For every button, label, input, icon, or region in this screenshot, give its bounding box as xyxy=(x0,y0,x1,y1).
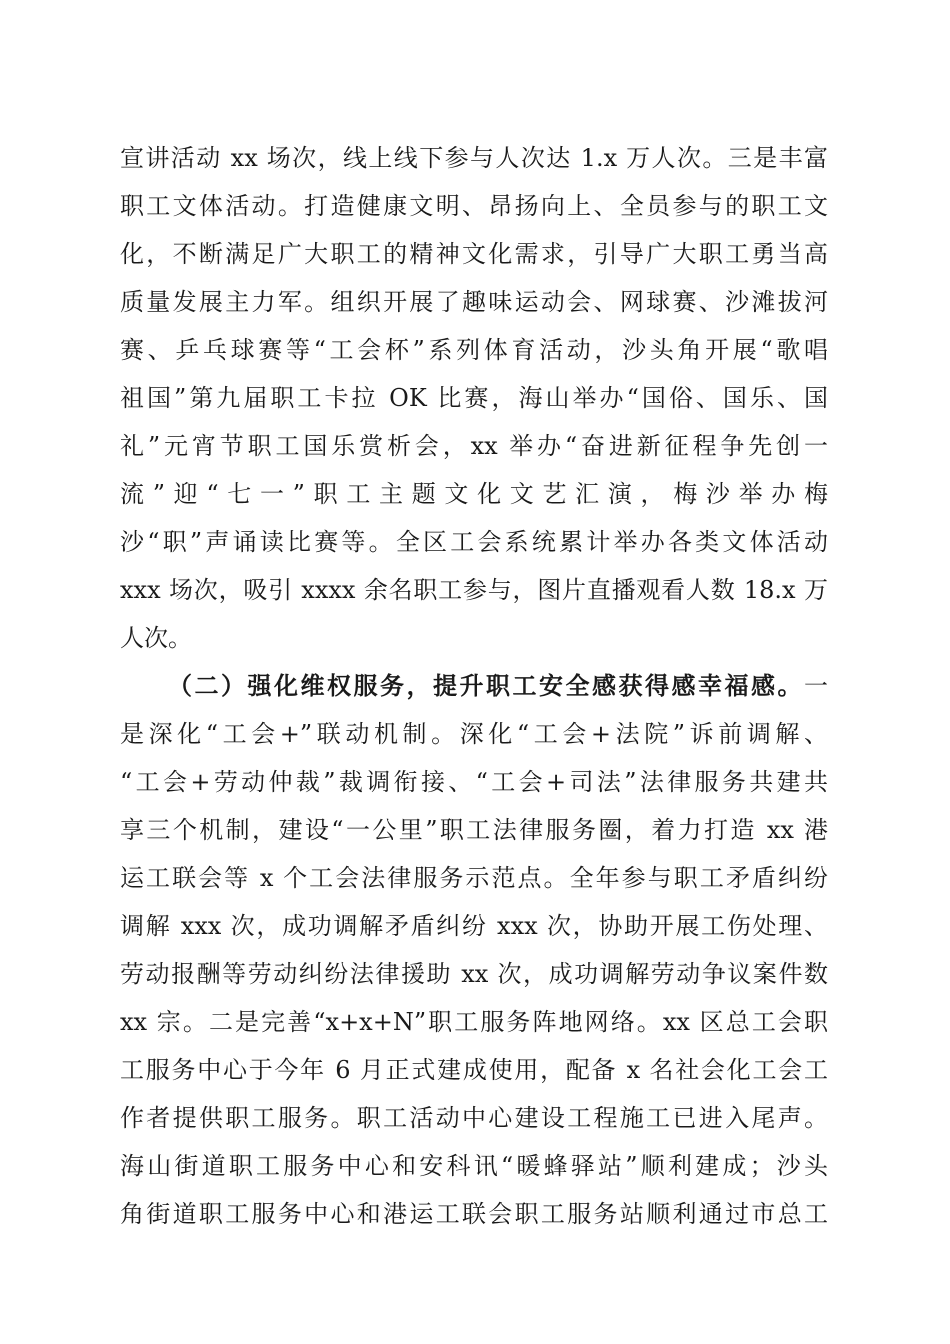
body-text-line: 沙“职”声诵读比赛等。全区工会系统累计举办各类文体活动 xyxy=(120,528,828,556)
body-text-line: 宣讲活动 xx 场次，线上线下参与人次达 1.x 万人次。三是丰富 xyxy=(120,144,828,172)
body-text-line: 化，不断满足广大职工的精神文化需求，引导广大职工勇当高 xyxy=(120,240,828,268)
body-text-line: 角街道职工服务中心和港运工联会职工服务站顺利通过市总工 xyxy=(120,1200,828,1228)
body-text-line: 作者提供职工服务。职工活动中心建设工程施工已进入尾声。 xyxy=(120,1104,828,1132)
body-text-line: 海山街道职工服务中心和安科讯“暖蜂驿站”顺利建成；沙头 xyxy=(120,1152,828,1180)
body-text-line: xxx 场次，吸引 xxxx 余名职工参与，图片直播观看人数 18.x 万 xyxy=(120,576,828,604)
body-text-line: 礼”元宵节职工国乐赏析会，xx 举办“奋进新征程争先创一 xyxy=(120,432,828,460)
body-text-line: 劳动报酬等劳动纠纷法律援助 xx 次，成功调解劳动争议案件数 xyxy=(120,960,828,988)
body-text-line: 质量发展主力军。组织开展了趣味运动会、网球赛、沙滩拔河 xyxy=(120,288,828,316)
section-heading: （二）强化维权服务，提升职工安全感获得感幸福感。 xyxy=(168,671,804,700)
body-text-line: 祖国”第九届职工卡拉 OK 比赛，海山举办“国俗、国乐、国 xyxy=(120,384,828,412)
body-text-line: 职工文体活动。打造健康文明、昂扬向上、全员参与的职工文 xyxy=(120,192,828,220)
body-text-line: 赛、乒乓球赛等“工会杯”系列体育活动，沙头角开展“歌唱 xyxy=(120,336,828,364)
body-text-line: 工服务中心于今年 6 月正式建成使用，配备 x 名社会化工会工 xyxy=(120,1056,828,1084)
body-text-line: 运工联会等 x 个工会法律服务示范点。全年参与职工矛盾纠纷 xyxy=(120,864,828,892)
body-text-line: “工会+劳动仲裁”裁调衔接、“工会+司法”法律服务共建共 xyxy=(120,768,828,796)
body-text-line: 调解 xxx 次，成功调解矛盾纠纷 xxx 次，协助开展工伤处理、 xyxy=(120,912,828,940)
body-text-line: 人次。 xyxy=(120,624,192,652)
section-heading-line xyxy=(168,666,828,706)
body-text-line: 是深化“工会+”联动机制。深化“工会+法院”诉前调解、 xyxy=(120,720,828,748)
body-text-line: 流”迎“七一”职工主题文化文艺汇演，梅沙举办梅 xyxy=(120,480,828,508)
section-heading-tail: 一 xyxy=(804,672,828,700)
body-text-line: 享三个机制，建设“一公里”职工法律服务圈，着力打造 xx 港 xyxy=(120,816,828,844)
body-text-line: xx 宗。二是完善“x+x+N”职工服务阵地网络。xx 区总工会职 xyxy=(120,1008,828,1036)
